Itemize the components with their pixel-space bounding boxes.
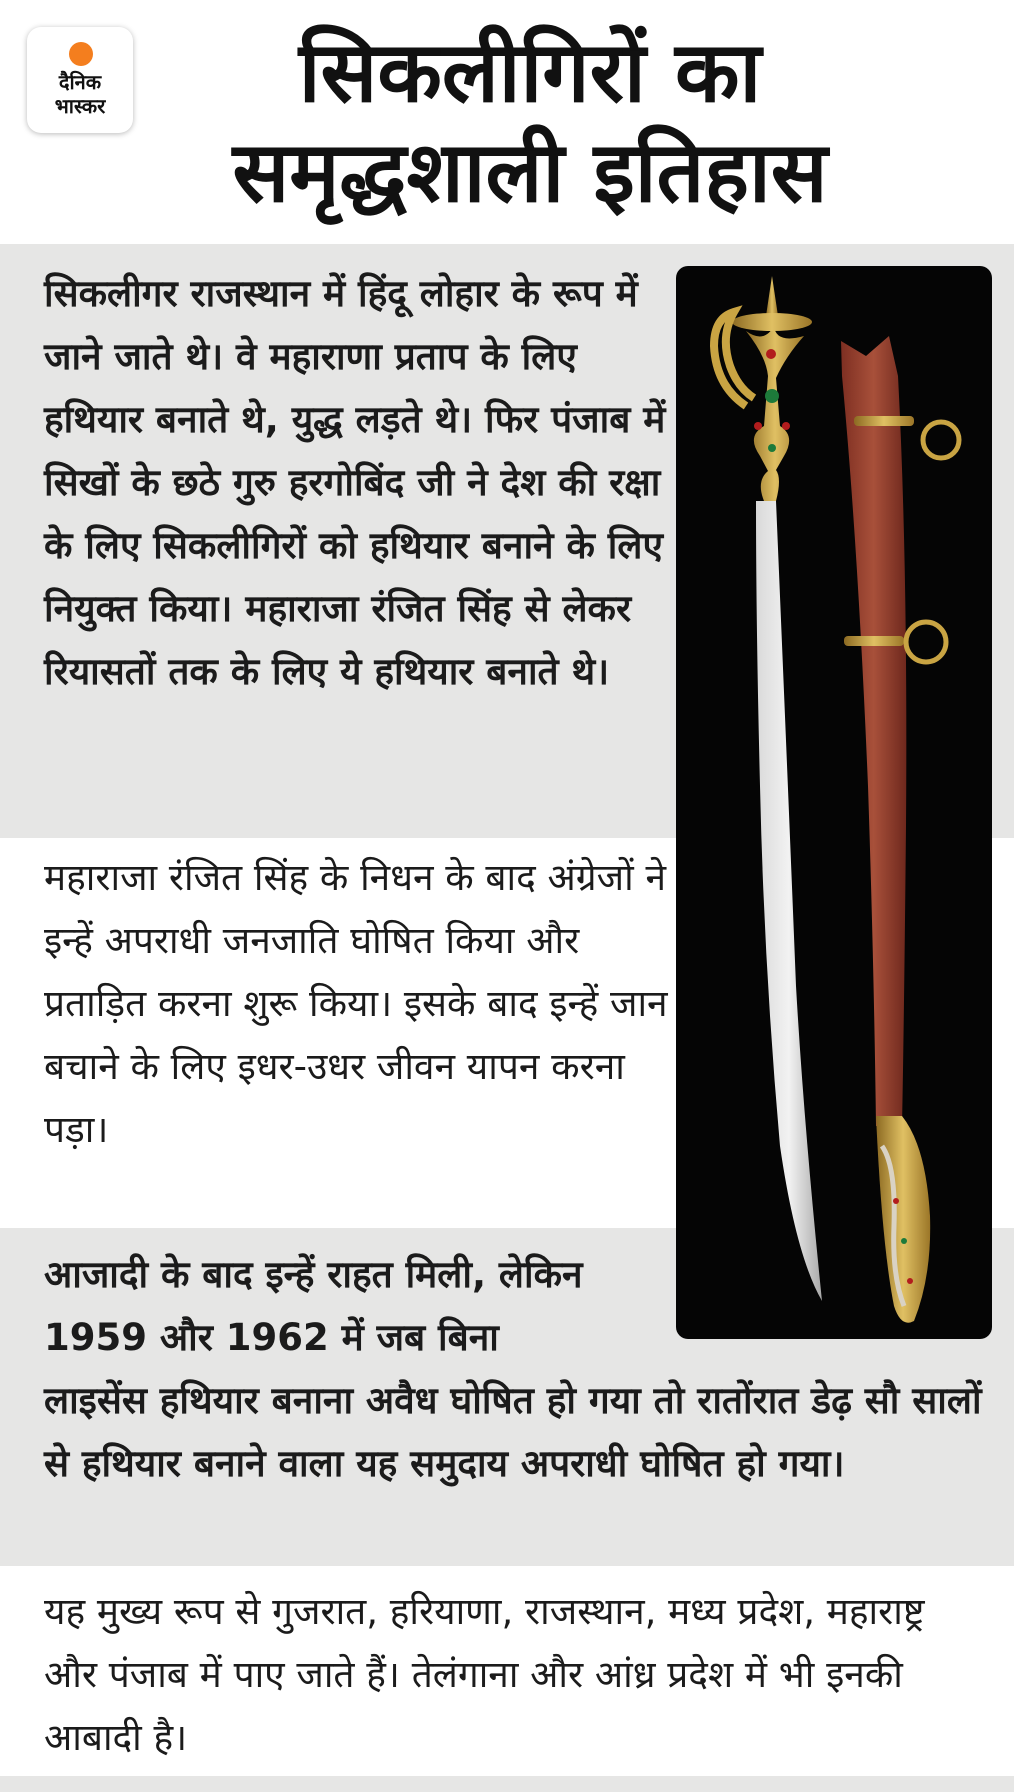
title-line1: सिकलीगिरों का [298, 23, 762, 121]
sword-photo [676, 266, 992, 1339]
title-line2: समृद्धशाली इतिहास [232, 123, 828, 221]
sword [714, 276, 822, 1301]
scabbard [841, 336, 959, 1323]
footer-strip [0, 1776, 1014, 1792]
sword-and-scabbard-illustration [676, 266, 992, 1339]
logo-text-line1: दैनिक [58, 70, 102, 94]
paragraph-origin: सिकलीगर राजस्थान में हिंदू लोहार के रूप में जाने जाते थे। वे महाराणा प्रताप के लिए हथियार बनाते थे, युद्ध लड़ते थे। फिर पंजाब में सिखों के छठे गुरु हरगोबिंद जी ने देश की रक्षा के लिए सिकलीगिरों को हथियार बनाने के लिए नियुक्त किया। महाराजा रंजित सिंह से लेकर रियासतों तक के लिए ये हथियार बनाते थे। [44, 272, 666, 693]
paragraph-british-era: महाराजा रंजित सिंह के निधन के बाद अंग्रेजों ने इन्हें अपराधी जनजाति घोषित किया और प्रताड़ित करना शुरू किया। इसके बाद इन्हें जान बचाने के लिए इधर-उधर जीवन यापन करना पड़ा। [44, 856, 668, 1151]
sun-icon [69, 42, 93, 66]
header [0, 0, 1014, 244]
paragraph-independence-part1: आजादी के बाद इन्हें राहत मिली, लेकिन 1959 और 1962 में जब बिना [44, 1253, 583, 1359]
paragraph-independence-part2: लाइसेंस हथियार बनाना अवैध घोषित हो गया तो रातोंरात डेढ़ सौ सालों से हथियार बनाने वाला यह समुदाय अपराधी घोषित हो गया। [44, 1379, 982, 1485]
logo-text-line2: भास्कर [54, 94, 106, 118]
page-title [150, 22, 910, 222]
dainik-bhaskar-logo [27, 27, 133, 133]
paragraph-distribution: यह मुख्य रूप से गुजरात, हरियाणा, राजस्थान, मध्य प्रदेश, महाराष्ट्र और पंजाब में पाए जाते हैं। तेलंगाना और आंध्र प्रदेश में भी इनकी आबादी है। [44, 1590, 925, 1759]
